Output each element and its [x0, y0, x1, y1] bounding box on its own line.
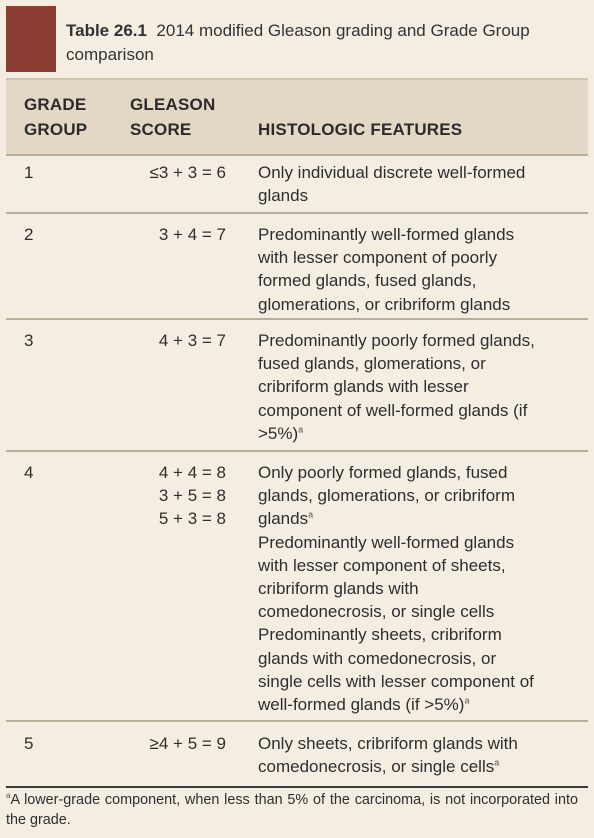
feature-line: with lesser component of sheets, — [258, 555, 506, 575]
table-header — [6, 78, 588, 156]
gleason-score-line: 4 + 4 = 8 — [158, 463, 226, 482]
table-row — [6, 320, 588, 452]
footnote-marker: a — [464, 695, 470, 706]
feature-line: glands, glomerations, or cribriform — [258, 486, 515, 506]
gleason-score-line: 3 + 5 = 8 — [158, 486, 226, 506]
histologic-features-cell — [258, 161, 588, 207]
feature-line: cribriform glands with lesser — [258, 377, 469, 397]
feature-line: Predominantly poorly formed glands, — [258, 331, 535, 350]
feature-text: comedonecrosis, or single cells — [258, 757, 495, 777]
header-gleason-score — [130, 92, 215, 142]
feature-line-with-footnote — [258, 693, 588, 716]
header-gleason-line2: SCORE — [130, 120, 192, 139]
grade-group-cell: 5 — [24, 734, 34, 753]
gleason-score-cell — [130, 161, 226, 184]
feature-text: glands — [258, 509, 309, 529]
feature-line: formed glands, fused glands, — [258, 271, 477, 291]
header-grade-line1: GRADE — [24, 95, 87, 114]
gleason-score-line: 4 + 3 = 7 — [158, 331, 226, 350]
feature-line: cribriform glands with — [258, 579, 419, 599]
grade-group-cell: 1 — [24, 163, 34, 182]
gleason-score-line: 3 + 4 = 7 — [158, 225, 226, 244]
header-gleason-line1: GLEASON — [130, 95, 216, 114]
feature-line: glands — [258, 186, 309, 206]
footnote-marker: a — [308, 509, 314, 520]
table-caption: 2014 modified Gleason grading and Grade Group comparison — [66, 21, 530, 64]
header-grade-group — [24, 92, 87, 142]
histologic-features-cell — [258, 223, 588, 316]
footnote-text: A lower-grade component, when less than 5% of the carcinoma, is not incorporated into the grade. — [6, 792, 578, 828]
gleason-score-cell — [130, 329, 226, 352]
gleason-score-line: 5 + 3 = 8 — [158, 509, 226, 529]
table-row — [6, 152, 588, 214]
feature-line: Only sheets, cribriform glands with — [258, 734, 518, 753]
histologic-features-cell — [258, 329, 588, 445]
feature-line: single cells with lesser component of — [258, 671, 534, 691]
table-footnote — [6, 790, 578, 830]
grade-group-cell: 3 — [24, 331, 34, 350]
feature-line: Predominantly well-formed glands — [258, 225, 515, 244]
table-title — [66, 19, 586, 67]
gleason-score-cell — [130, 461, 226, 531]
feature-line: Predominantly well-formed glands — [258, 532, 515, 552]
table-row — [6, 214, 588, 320]
grade-group-cell: 4 — [24, 463, 34, 482]
title-accent-block — [6, 6, 56, 72]
feature-line: Only individual discrete well-formed — [258, 163, 526, 182]
feature-line-with-footnote — [258, 755, 588, 778]
feature-line: comedonecrosis, or single cells — [258, 602, 495, 622]
feature-line: Only poorly formed glands, fused — [258, 463, 508, 482]
footnote-marker: a — [6, 791, 11, 801]
feature-line: Predominantly sheets, cribriform — [258, 625, 502, 645]
feature-line: component of well-formed glands (if — [258, 400, 528, 420]
gleason-score-line: ≤3 + 3 = 6 — [149, 163, 226, 182]
feature-text: >5%) — [258, 423, 299, 443]
table-bottom-rule — [6, 786, 588, 788]
gleason-score-line: ≥4 + 5 = 9 — [149, 734, 226, 753]
table-number: Table 26.1 — [66, 21, 147, 40]
gleason-score-cell — [130, 223, 226, 246]
histologic-features-cell — [258, 732, 588, 778]
table-title-bar — [0, 0, 594, 78]
footnote-marker: a — [298, 424, 304, 435]
feature-line-with-footnote — [258, 507, 588, 530]
footnote-marker: a — [494, 757, 500, 768]
gleason-score-cell — [130, 732, 226, 755]
feature-line-with-footnote — [258, 422, 588, 445]
histologic-features-cell — [258, 461, 588, 716]
feature-line: fused glands, glomerations, or — [258, 354, 486, 374]
feature-line: glomerations, or cribriform glands — [258, 294, 511, 314]
feature-text: well-formed glands (if >5%) — [258, 695, 465, 715]
header-histologic-features: HISTOLOGIC FEATURES — [258, 120, 463, 139]
table-row — [6, 722, 588, 784]
feature-line: with lesser component of poorly — [258, 248, 498, 268]
feature-line: glands with comedonecrosis, or — [258, 648, 497, 668]
table-row — [6, 452, 588, 722]
grade-group-cell: 2 — [24, 225, 34, 244]
header-grade-line2: GROUP — [24, 120, 88, 139]
